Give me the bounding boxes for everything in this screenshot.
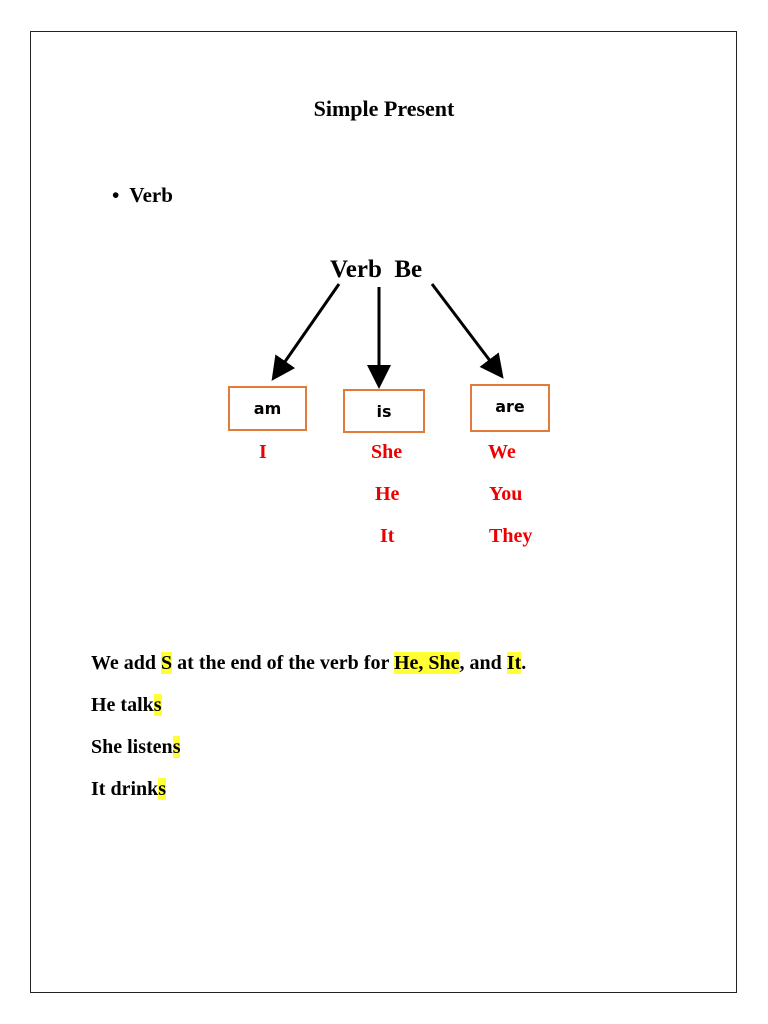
example-suffix: s <box>172 736 181 758</box>
example-base: She listen <box>91 736 173 758</box>
bullet-label: Verb <box>129 183 173 207</box>
page-title: Simple Present <box>313 96 455 121</box>
example-she-listens <box>91 736 180 759</box>
pronoun-she: She <box>371 441 403 463</box>
pronoun-we: We <box>488 441 516 463</box>
pronoun-i: I <box>259 441 267 463</box>
arrow-to-am <box>275 284 339 376</box>
example-base: It drink <box>91 778 159 800</box>
example-he-talks <box>91 694 162 717</box>
example-it-drinks <box>91 778 166 801</box>
rule-end: . <box>521 652 527 674</box>
diagram-heading: Verb Be <box>330 256 423 283</box>
rule-middle: at the end of the verb for <box>172 652 394 674</box>
example-suffix: s <box>158 778 167 800</box>
rule-sentence <box>91 652 526 675</box>
pronoun-it: It <box>380 525 395 547</box>
example-base: He talk <box>91 694 154 716</box>
pronoun-he: He <box>375 483 400 505</box>
highlight-subjects: He, She <box>393 652 460 674</box>
verb-box-are: are <box>470 384 550 432</box>
example-suffix: s <box>153 694 162 716</box>
bullet-icon: • <box>112 183 120 207</box>
highlight-it: It <box>506 652 522 674</box>
pronoun-you: You <box>489 483 523 505</box>
verb-box-is: is <box>343 389 425 433</box>
verb-box-am: am <box>228 386 307 431</box>
highlight-s: S <box>161 652 173 674</box>
pronoun-they: They <box>489 525 533 547</box>
rule-intro: We add <box>91 652 162 674</box>
rule-and: , and <box>459 652 507 674</box>
arrow-to-are <box>432 284 500 374</box>
